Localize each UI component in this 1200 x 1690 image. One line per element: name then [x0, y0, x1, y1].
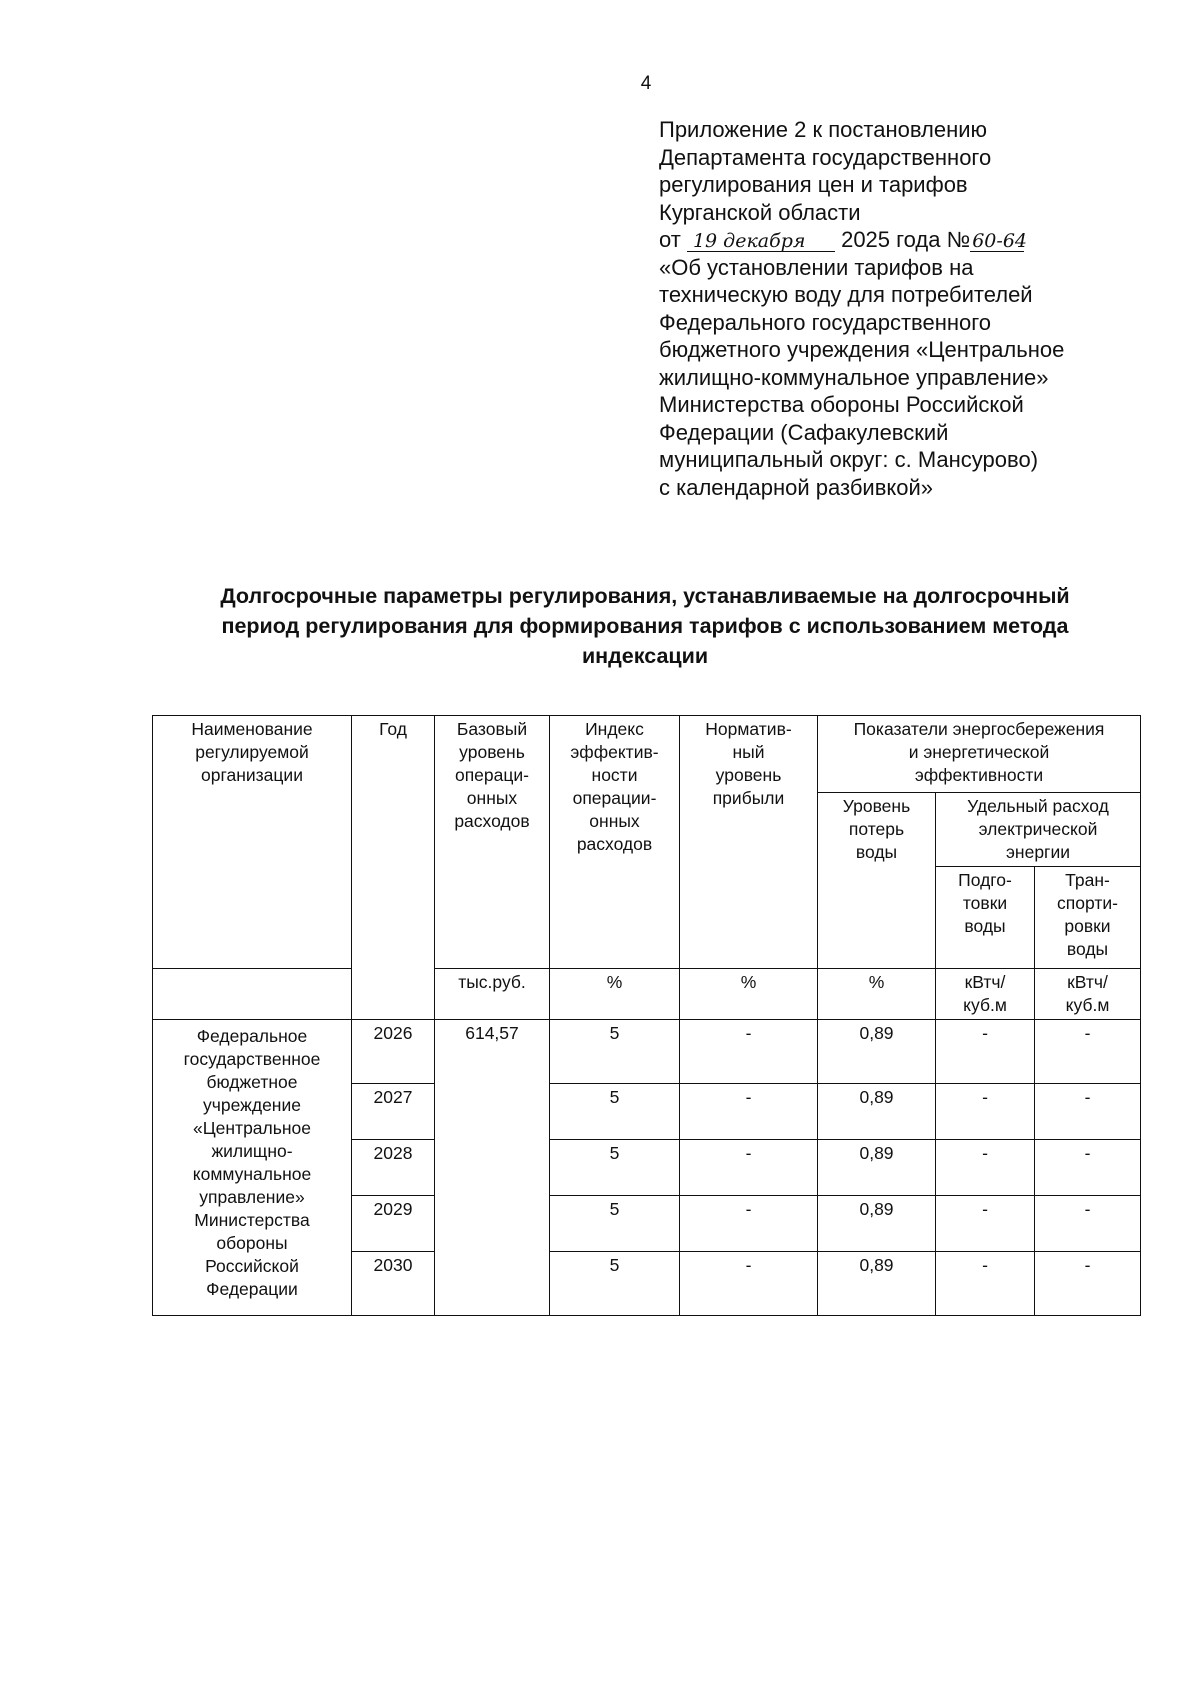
header-efficiency-index: Индекс эффектив- ности операции- онных расходов — [550, 716, 680, 969]
page-number: 4 — [640, 73, 652, 94]
unit-preparation: кВтч/ куб.м — [936, 969, 1035, 1020]
efficiency-index-cell: 5 — [550, 1084, 680, 1140]
appendix-line: Курганской области — [659, 199, 861, 225]
transport-cell: - — [1035, 1252, 1141, 1316]
organization-cell: Федеральное государственное бюджетное учреждение «Центральное жилищно- коммунальное управление» Министерства обороны Российской Федерации — [153, 1020, 352, 1316]
appendix-subject-line: с календарной разбивкой» — [659, 474, 934, 500]
efficiency-index-cell: 5 — [550, 1020, 680, 1084]
transport-cell: - — [1035, 1020, 1141, 1084]
water-loss-cell: 0,89 — [818, 1252, 936, 1316]
year-cell: 2028 — [352, 1140, 435, 1196]
header-year: Год — [352, 716, 435, 1020]
transport-cell: - — [1035, 1140, 1141, 1196]
water-loss-cell: 0,89 — [818, 1140, 936, 1196]
water-loss-cell: 0,89 — [818, 1196, 936, 1252]
appendix-subject-line: жилищно-коммунальное управление» — [659, 364, 1049, 390]
water-loss-cell: 0,89 — [818, 1020, 936, 1084]
normative-profit-cell: - — [680, 1196, 818, 1252]
appendix-subject-line: «Об установлении тарифов на — [659, 254, 974, 280]
header-specific-consumption: Удельный расход электрической энергии — [936, 793, 1141, 867]
handwritten-date: 19 декабря — [687, 231, 835, 252]
appendix-line: Приложение 2 к постановлению — [659, 117, 988, 142]
appendix-subject-line: бюджетного учреждения «Центральное — [659, 337, 1065, 362]
appendix-block — [659, 116, 1179, 501]
year-cell: 2026 — [352, 1020, 435, 1084]
appendix-subject-line: Федерального государственного — [659, 309, 992, 335]
preparation-cell: - — [936, 1140, 1035, 1196]
preparation-cell: - — [936, 1196, 1035, 1252]
appendix-date-line — [659, 226, 1179, 254]
date-prefix: от — [659, 227, 681, 252]
header-base-costs: Базовый уровень операци- онных расходов — [435, 716, 550, 969]
appendix-subject-line: техническую воду для потребителей — [659, 282, 1033, 307]
unit-transport: кВтч/ куб.м — [1035, 969, 1141, 1020]
transport-cell: - — [1035, 1196, 1141, 1252]
preparation-cell: - — [936, 1020, 1035, 1084]
header-transport: Тран- спорти- ровки воды — [1035, 867, 1141, 969]
transport-cell: - — [1035, 1084, 1141, 1140]
normative-profit-cell: - — [680, 1252, 818, 1316]
header-water-loss: Уровень потерь воды — [818, 793, 936, 969]
header-normative-profit: Норматив- ный уровень прибыли — [680, 716, 818, 969]
efficiency-index-cell: 5 — [550, 1140, 680, 1196]
units-empty-cell — [153, 969, 352, 1020]
title-line: индексации — [581, 644, 709, 668]
handwritten-number: 60-64 — [972, 230, 1027, 252]
header-preparation: Подго- товки воды — [936, 867, 1035, 969]
appendix-subject-line: Федерации (Сафакулевский — [659, 419, 949, 445]
preparation-cell: - — [936, 1084, 1035, 1140]
year-cell: 2027 — [352, 1084, 435, 1140]
appendix-subject-line: муниципальный округ: с. Мансурово) — [659, 447, 1039, 472]
header-energy-group: Показатели энергосбережения и энергетической эффективности — [818, 716, 1141, 793]
table-row — [153, 1020, 1141, 1084]
title-line: период регулирования для формирования тарифов с использованием метода — [221, 614, 1069, 638]
year-cell: 2029 — [352, 1196, 435, 1252]
normative-profit-cell: - — [680, 1020, 818, 1084]
header-organization: Наименование регулируемой организации — [153, 716, 352, 969]
normative-profit-cell: - — [680, 1084, 818, 1140]
normative-profit-cell: - — [680, 1140, 818, 1196]
appendix-line: регулирования цен и тарифов — [659, 172, 968, 197]
efficiency-index-cell: 5 — [550, 1252, 680, 1316]
appendix-subject-line: Министерства обороны Российской — [659, 392, 1024, 417]
preparation-cell: - — [936, 1252, 1035, 1316]
appendix-line: Департамента государственного — [659, 144, 992, 170]
document-title — [150, 581, 1140, 671]
efficiency-index-cell: 5 — [550, 1196, 680, 1252]
base-costs-value: 614,57 — [435, 1020, 550, 1316]
regulation-parameters-table — [152, 715, 1141, 1316]
year-text: 2025 года № — [841, 227, 971, 252]
title-line: Долгосрочные параметры регулирования, устанавливаемые на долгосрочный — [220, 584, 1070, 608]
unit-efficiency-index: % — [550, 969, 680, 1020]
unit-water-loss: % — [818, 969, 936, 1020]
unit-base-costs: тыс.руб. — [435, 969, 550, 1020]
unit-normative-profit: % — [680, 969, 818, 1020]
year-cell: 2030 — [352, 1252, 435, 1316]
water-loss-cell: 0,89 — [818, 1084, 936, 1140]
